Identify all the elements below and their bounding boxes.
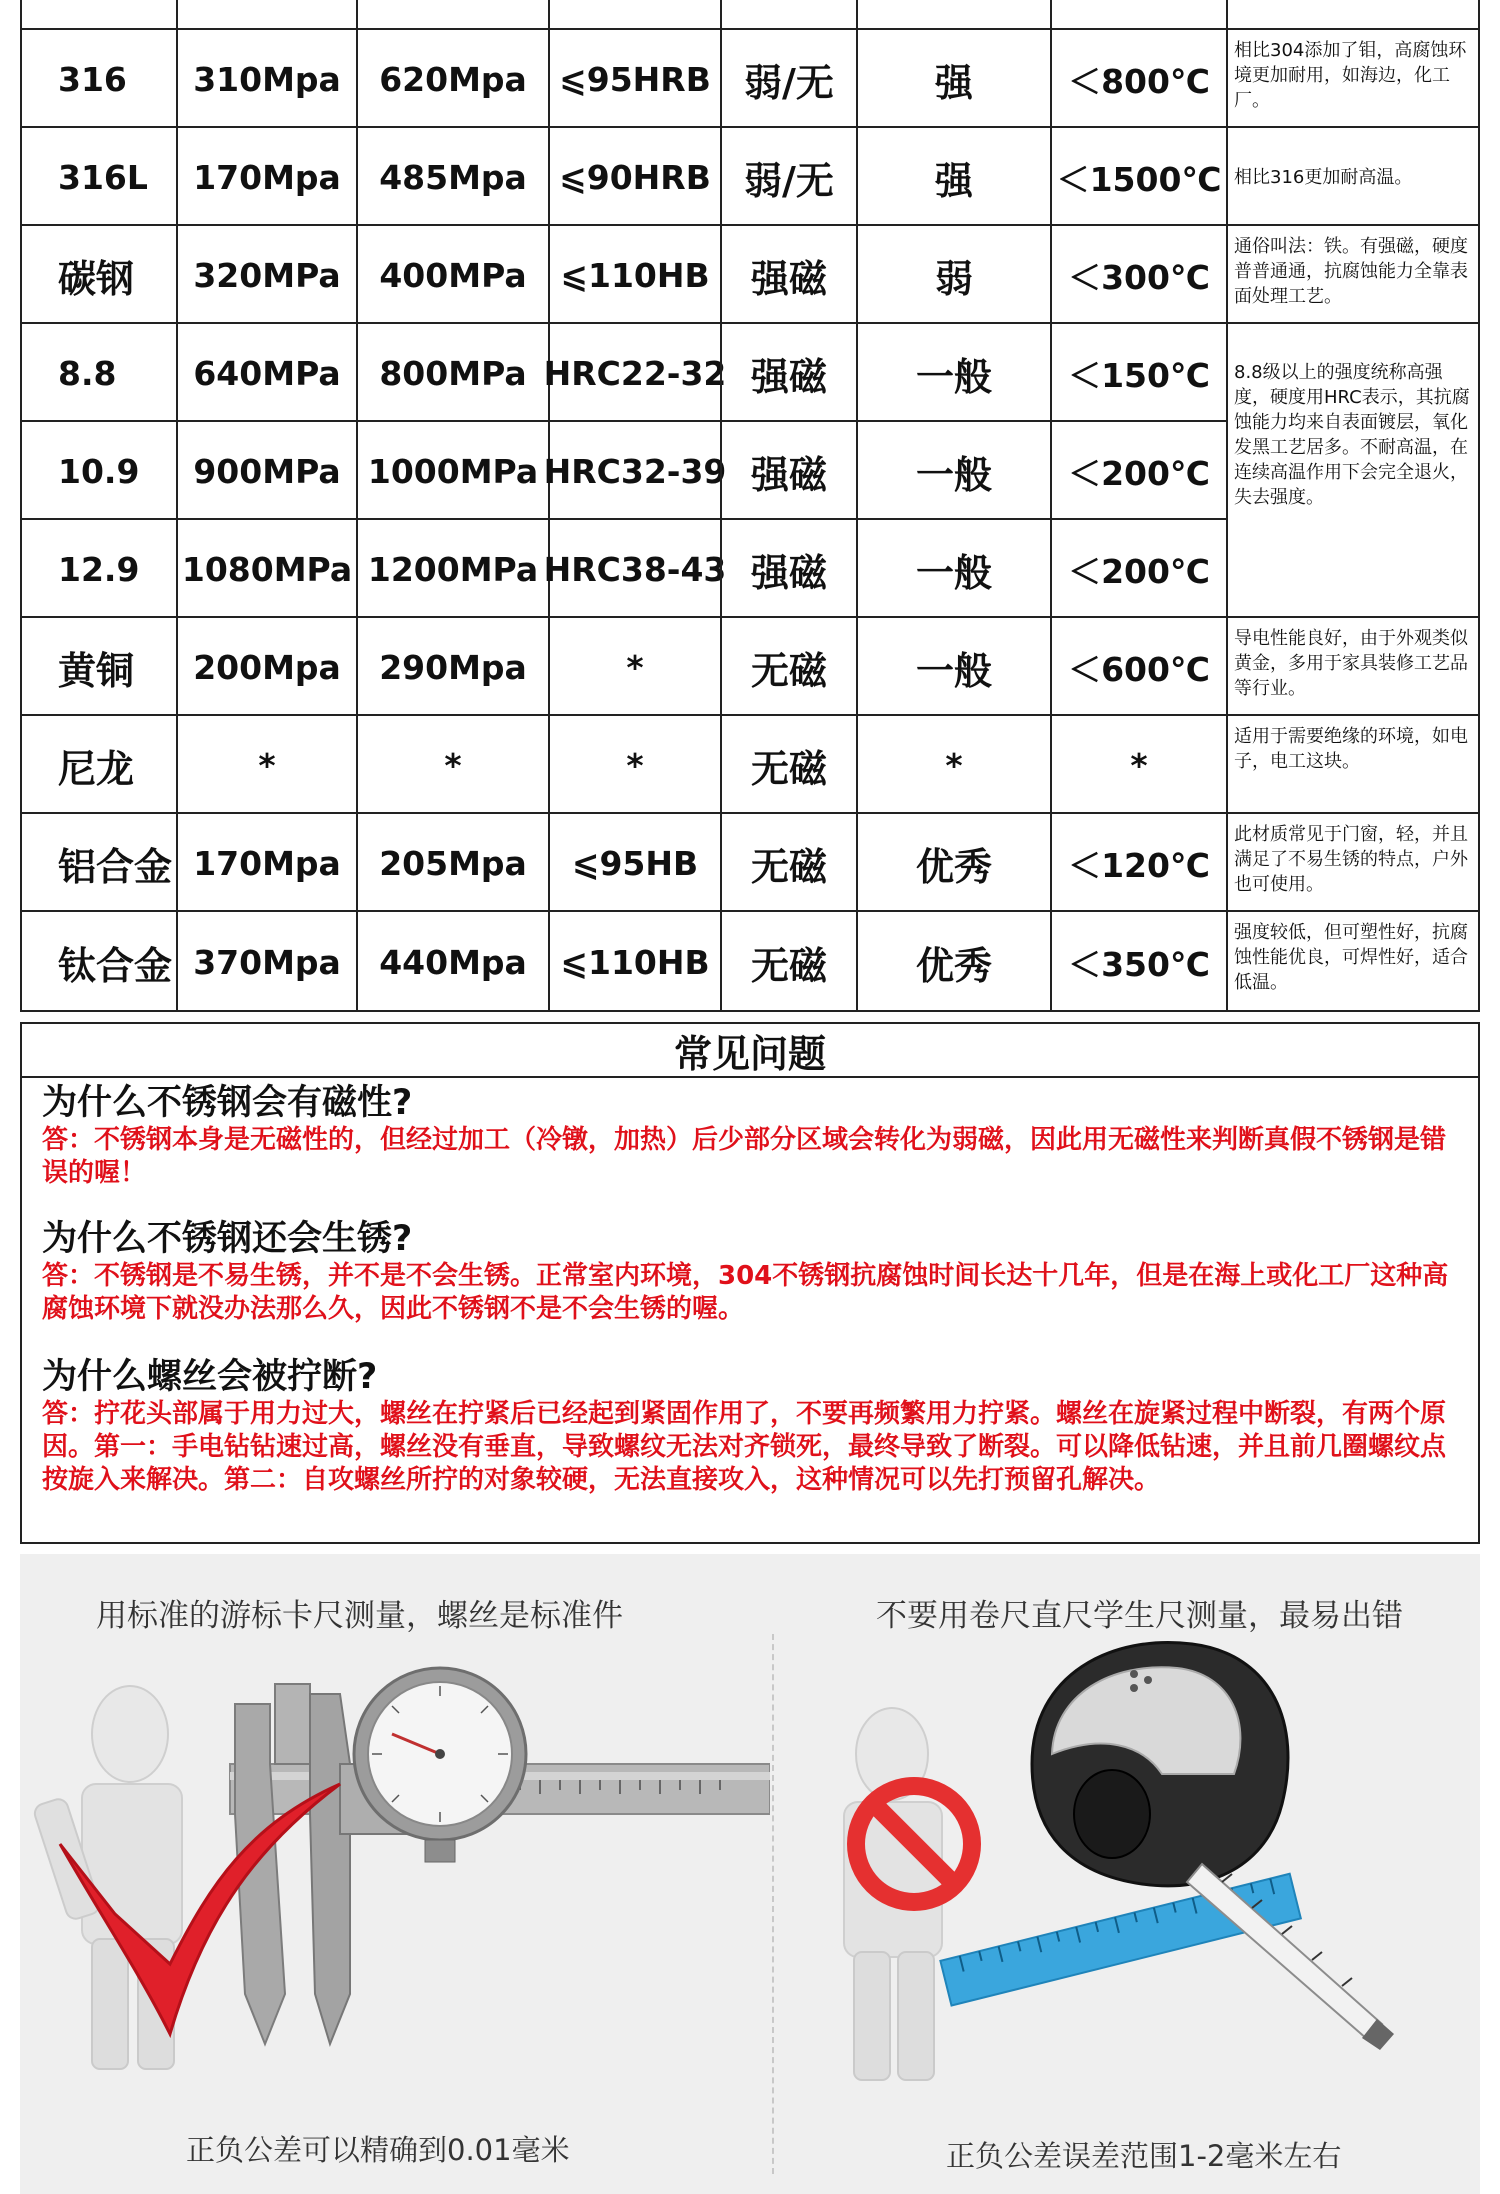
max-temperature: ＜800℃ xyxy=(1050,30,1226,128)
magnetism: 无磁 xyxy=(720,716,856,814)
material-grade: 316L xyxy=(20,128,176,226)
faq-answer: 答：不锈钢本身是无磁性的，但经过加工（冷镦，加热）后少部分区域会转化为弱磁，因此用无磁性来判断真假不锈钢是错误的喔！ xyxy=(42,1125,1447,1188)
faq-section xyxy=(20,1078,1480,1544)
hardness: * xyxy=(548,716,720,814)
max-temperature: ＜150℃ xyxy=(1050,324,1226,422)
table-bottom-border xyxy=(20,1010,1480,1012)
yield-strength: 640MPa xyxy=(176,324,356,422)
table-cell xyxy=(176,0,356,30)
yield-strength: * xyxy=(176,716,356,814)
tensile-strength: 620Mpa xyxy=(356,30,548,128)
hardness: ⩽90HRB xyxy=(548,128,720,226)
corrosion-resistance: 一般 xyxy=(856,618,1050,716)
hardness: HRC32-39 xyxy=(548,422,720,520)
hardness: ⩽110HB xyxy=(548,226,720,324)
remark: 通俗叫法：铁。有强磁，硬度普普通通，抗腐蚀能力全靠表面处理工艺。 xyxy=(1226,226,1480,324)
faq-answer: 答：不锈钢是不易生锈，并不是不会生锈。正常室内环境，304不锈钢抗腐蚀时间长达十几年，但是在海上或化工厂这种高腐蚀环境下就没办法那么久，因此不锈钢不是不会生锈的喔。 xyxy=(42,1261,1449,1324)
material-grade: 钛合金 xyxy=(20,912,176,1012)
remark: 适用于需要绝缘的环境，如电子，电工这块。 xyxy=(1226,716,1480,814)
tensile-strength: * xyxy=(356,716,548,814)
measurement-guide xyxy=(20,1554,1480,2194)
corrosion-resistance: 优秀 xyxy=(856,814,1050,912)
material-grade: 黄铜 xyxy=(20,618,176,716)
corrosion-resistance: 强 xyxy=(856,128,1050,226)
table-row xyxy=(20,812,1480,912)
yield-strength: 370Mpa xyxy=(176,912,356,1012)
table-row xyxy=(20,28,1480,128)
max-temperature: ＜600℃ xyxy=(1050,618,1226,716)
faq-title: 常见问题 xyxy=(20,1022,1480,1078)
yield-strength: 200Mpa xyxy=(176,618,356,716)
divider xyxy=(772,1634,774,2174)
magnetism: 强磁 xyxy=(720,324,856,422)
tensile-strength: 400MPa xyxy=(356,226,548,324)
hardness: * xyxy=(548,618,720,716)
material-grade: 8.8 xyxy=(20,324,176,422)
material-grade: 碳钢 xyxy=(20,226,176,324)
remark: 强度较低，但可塑性好，抗腐蚀性能优良，可焊性好，适合低温。 xyxy=(1226,912,1480,1012)
max-temperature: ＜1500℃ xyxy=(1050,128,1226,226)
hardness: ⩽95HB xyxy=(548,814,720,912)
max-temperature: ＜120℃ xyxy=(1050,814,1226,912)
corrosion-resistance: 一般 xyxy=(856,324,1050,422)
material-grade: 10.9 xyxy=(20,422,176,520)
hardness: ⩽95HRB xyxy=(548,30,720,128)
magnetism: 无磁 xyxy=(720,618,856,716)
table-row xyxy=(20,910,1480,1012)
tape-measure-icon xyxy=(1032,1643,1394,2051)
magnetism: 无磁 xyxy=(720,814,856,912)
table-row xyxy=(20,714,1480,814)
tensile-strength: 290Mpa xyxy=(356,618,548,716)
magnetism: 弱/无 xyxy=(720,128,856,226)
faq-item xyxy=(42,1218,1462,1326)
max-temperature: * xyxy=(1050,716,1226,814)
remark: 相比316更加耐高温。 xyxy=(1226,128,1480,226)
yield-strength: 320MPa xyxy=(176,226,356,324)
corrosion-resistance: 一般 xyxy=(856,422,1050,520)
tensile-strength: 1000MPa xyxy=(356,422,548,520)
material-grade: 铝合金 xyxy=(20,814,176,912)
table-cell xyxy=(548,0,720,30)
right-caption: 正负公差误差范围1-2毫米左右 xyxy=(946,2139,1342,2173)
remark: 导电性能良好，由于外观类似黄金，多用于家具装修工艺品等行业。 xyxy=(1226,618,1480,716)
hardness: ⩽110HB xyxy=(548,912,720,1012)
table-cell xyxy=(20,0,176,30)
yield-strength: 1080MPa xyxy=(176,520,356,618)
table-row-partial xyxy=(20,0,1480,30)
table-cell xyxy=(1226,0,1480,30)
table-cell xyxy=(1050,0,1226,30)
table-row xyxy=(20,224,1480,324)
corrosion-resistance: 一般 xyxy=(856,520,1050,618)
ruler-icon xyxy=(940,1874,1300,2006)
right-title: 不要用卷尺直尺学生尺测量，最易出错 xyxy=(876,1598,1403,1634)
table-cell xyxy=(356,0,548,30)
corrosion-resistance: * xyxy=(856,716,1050,814)
yield-strength: 900MPa xyxy=(176,422,356,520)
tensile-strength: 485Mpa xyxy=(356,128,548,226)
faq-answer: 答：拧花头部属于用力过大，螺丝在拧紧后已经起到紧固作用了，不要再频繁用力拧紧。螺丝在旋紧过程中断裂，有两个原因。第一：手电钻钻速过高，螺丝没有垂直，导致螺纹无法对齐锁死，最终导致了断裂。可以降低钻速，并且前几圈螺纹点按旋入来解决。第二：自攻螺丝所拧的对象较硬，无法直接攻入，这种情况可以先打预留孔解决。 xyxy=(42,1399,1447,1495)
table-row xyxy=(20,126,1480,226)
material-grade: 12.9 xyxy=(20,520,176,618)
magnetism: 强磁 xyxy=(720,226,856,324)
tensile-strength: 1200MPa xyxy=(356,520,548,618)
hardness: HRC38-43 xyxy=(548,520,720,618)
corrosion-resistance: 优秀 xyxy=(856,912,1050,1012)
corrosion-resistance: 弱 xyxy=(856,226,1050,324)
left-title: 用标准的游标卡尺测量，螺丝是标准件 xyxy=(96,1598,623,1634)
corrosion-resistance: 强 xyxy=(856,30,1050,128)
faq-item xyxy=(42,1356,1462,1497)
yield-strength: 310Mpa xyxy=(176,30,356,128)
tensile-strength: 440Mpa xyxy=(356,912,548,1012)
magnetism: 强磁 xyxy=(720,422,856,520)
faq-item xyxy=(42,1082,1462,1190)
max-temperature: ＜300℃ xyxy=(1050,226,1226,324)
table-cell xyxy=(720,0,856,30)
tensile-strength: 205Mpa xyxy=(356,814,548,912)
hardness: HRC22-32 xyxy=(548,324,720,422)
faq-question: 为什么螺丝会被拧断? xyxy=(42,1357,378,1397)
remark: 此材质常见于门窗，轻，并且满足了不易生锈的特点，户外也可使用。 xyxy=(1226,814,1480,912)
material-grade: 尼龙 xyxy=(20,716,176,814)
table-cell xyxy=(856,0,1050,30)
material-grade: 316 xyxy=(20,30,176,128)
magnetism: 弱/无 xyxy=(720,30,856,128)
magnetism: 强磁 xyxy=(720,520,856,618)
max-temperature: ＜200℃ xyxy=(1050,520,1226,618)
yield-strength: 170Mpa xyxy=(176,128,356,226)
max-temperature: ＜350℃ xyxy=(1050,912,1226,1012)
remark-merged-high-strength: 8.8级以上的强度统称高强度，硬度用HRC表示，其抗腐蚀能力均来自表面镀层，氧化发黑工艺居多。不耐高温，在连续高温作用下会完全退火，失去强度。 xyxy=(1226,324,1480,616)
faq-question: 为什么不锈钢会有磁性? xyxy=(42,1083,413,1123)
tape-measure-illustration xyxy=(782,1614,1480,2114)
yield-strength: 170Mpa xyxy=(176,814,356,912)
magnetism: 无磁 xyxy=(720,912,856,1012)
remark: 相比304添加了钼，高腐蚀环境更加耐用，如海边，化工厂。 xyxy=(1226,30,1480,128)
tensile-strength: 800MPa xyxy=(356,324,548,422)
caliper-illustration xyxy=(20,1614,770,2114)
vernier-caliper-icon xyxy=(230,1668,770,2044)
left-caption: 正负公差可以精确到0.01毫米 xyxy=(186,2133,570,2167)
faq-question: 为什么不锈钢还会生锈? xyxy=(42,1219,413,1259)
table-row xyxy=(20,616,1480,716)
max-temperature: ＜200℃ xyxy=(1050,422,1226,520)
